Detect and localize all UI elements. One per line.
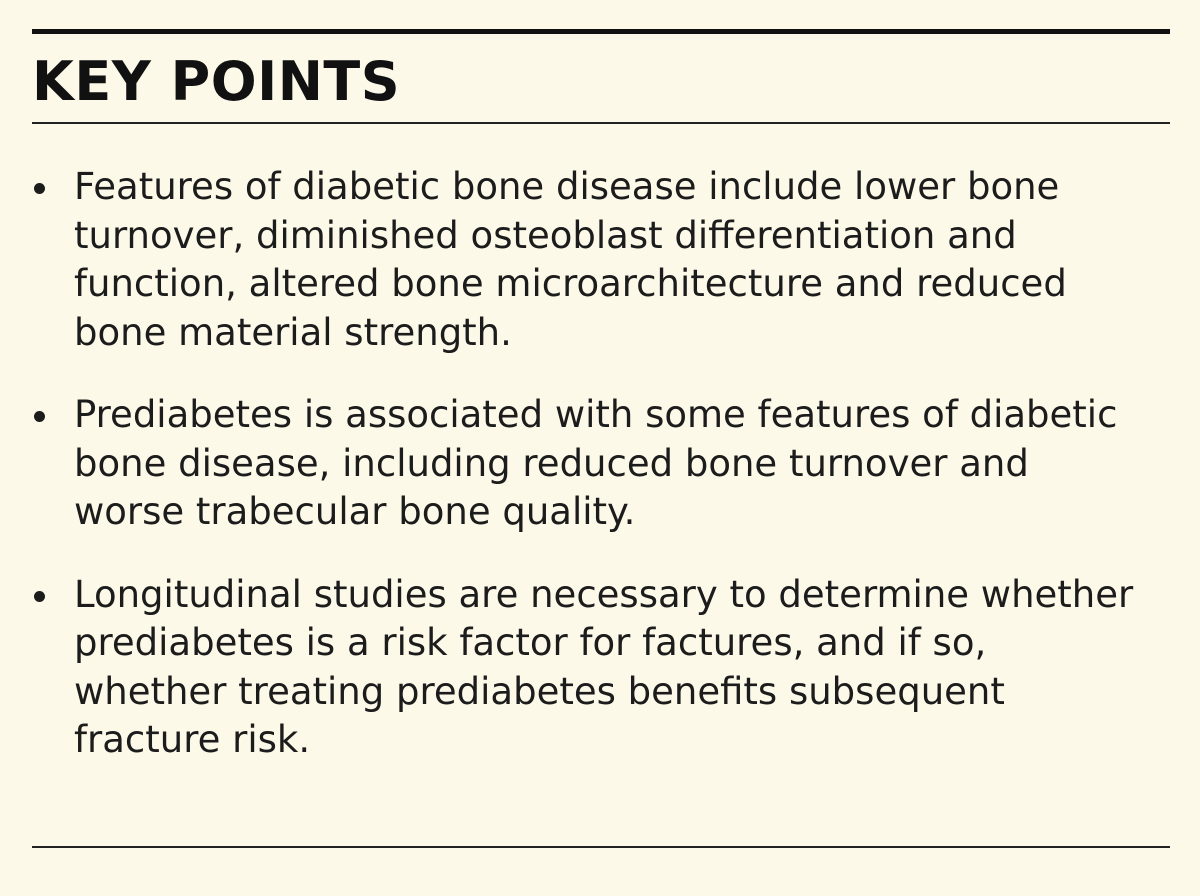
key-point-3 (32, 571, 1172, 765)
title-divider (32, 122, 1170, 124)
key-point-line: Prediabetes is associated with some features of diabetic (74, 393, 1118, 436)
bullet-icon (34, 411, 45, 422)
key-point-line: bone disease, including reduced bone turnover and (74, 441, 1029, 485)
key-points-list (32, 163, 1172, 799)
bottom-rule (32, 846, 1170, 848)
key-point-line: Longitudinal studies are necessary to determine whether (74, 572, 1134, 616)
key-point-line: prediabetes is a risk factor for factures, and if so, (74, 621, 987, 664)
key-point-line: bone material strength. (74, 310, 512, 354)
key-point-2 (32, 391, 1172, 537)
bullet-icon (34, 591, 45, 602)
top-rule (32, 29, 1170, 34)
bullet-icon (34, 183, 45, 194)
key-point-line: Features of diabetic bone disease include lower bone (74, 165, 1060, 208)
key-point-line: fracture risk. (74, 718, 311, 761)
key-point-line: function, altered bone microarchitecture and reduced (74, 262, 1067, 305)
key-point-line: turnover, diminished osteoblast differentiation and (74, 213, 1017, 257)
key-points-title: KEY POINTS (32, 50, 401, 113)
key-point-line: whether treating prediabetes benefits subsequent (74, 669, 1005, 713)
key-point-line: worse trabecular bone quality. (74, 490, 636, 533)
key-point-1 (32, 163, 1172, 357)
